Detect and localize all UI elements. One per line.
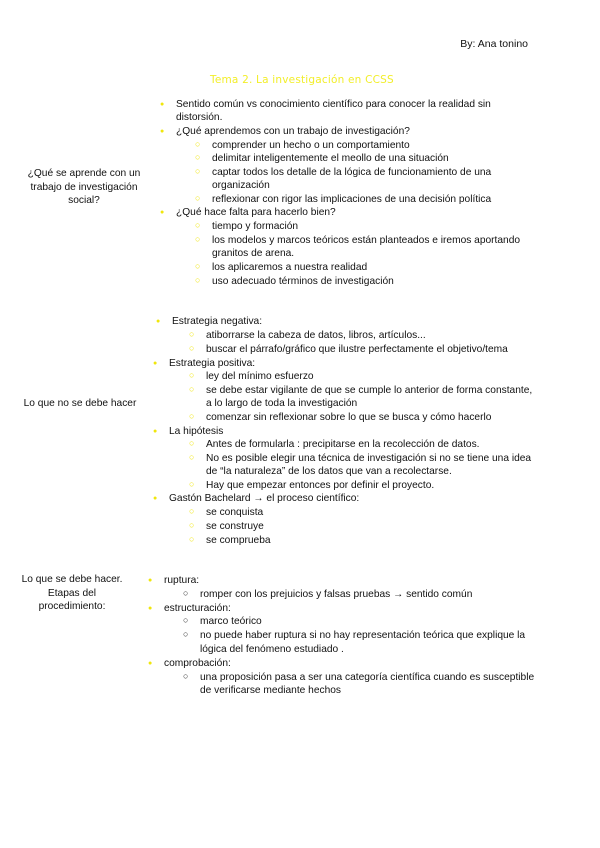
author-line: By: Ana tonino [460,38,528,50]
sub-list-item: ○ se construye [206,520,264,534]
sub-list-item: ○ atiborrarse la cabeza de datos, libros, artículos... [206,329,426,343]
sub-list-item: ○ se conquista [206,506,263,520]
sub-list-item-continuation: organización [212,180,270,191]
sub-list-item-continuation: granitos de arena. [212,248,295,259]
sub-list-item: ○ se comprueba [206,534,271,548]
list-item: ● ¿Qué hace falta para hacerlo bien? [176,206,336,220]
list-item: ● ruptura: [164,574,199,588]
list-item: ● comprobación: [164,657,231,671]
sub-list-item: ○ captar todos los detalle de la lógica de funcionamiento de una [212,166,491,180]
sub-list-item: ○ No es posible elegir una técnica de investigación si no se tiene una idea [206,452,531,466]
side-label-section-1: ¿Qué se aprende con un trabajo de investigación social? [27,168,141,206]
list-item: ● Sentido común vs conocimiento científico para conocer la realidad sin [176,98,491,112]
sub-list-item-continuation: a lo largo de toda la investigación [206,398,358,409]
sub-list-item-continuation: de “la naturaleza” de los datos que van a recolectarse. [206,466,452,477]
sub-list-item-continuation: de verificarse mediante hechos [200,685,342,696]
sub-list-item: ○ Antes de formularla : precipitarse en la recolección de datos. [206,438,480,452]
sub-list-item: ○ los modelos y marcos teóricos están planteados e iremos aportando [212,234,520,248]
sub-list-item: ○ los aplicaremos a nuestra realidad [212,261,367,275]
page-title: Tema 2. La investigación en CCSS [210,74,394,86]
sub-list-item: ○ comenzar sin reflexionar sobre lo que se busca y cómo hacerlo [206,411,491,425]
list-item: ● estructuración: [164,602,231,616]
sub-list-item: ○ reflexionar con rigor las implicaciones de una decisión política [212,193,491,207]
list-item: ● Gastón Bachelard → el proceso científico: [169,492,359,506]
sub-list-item: ○ marco teórico [200,615,262,629]
list-item: ● Estrategia positiva: [169,357,255,371]
sub-list-item: ○ tiempo y formación [212,220,298,234]
sub-list-item: ○ buscar el párrafo/gráfico que ilustre perfectamente el objetivo/tema [206,343,508,357]
sub-list-item: ○ no puede haber ruptura si no hay representación teórica que explique la [200,629,525,643]
sub-list-item-continuation: lógica del fenómeno estudiado . [200,644,344,655]
list-item: ● La hipótesis [169,425,223,439]
side-label-section-3: Lo que se debe hacer. Etapas del procedimiento: [21,574,123,612]
sub-list-item: ○ comprender un hecho o un comportamiento [212,139,410,153]
sub-list-item: ○ delimitar inteligentemente el meollo de una situación [212,152,449,166]
sub-list-item: ○ una proposición pasa a ser una categoría científica cuando es susceptible [200,671,534,685]
list-item: ● Estrategia negativa: [172,315,262,329]
sub-list-item: ○ se debe estar vigilante de que se cumple lo anterior de forma constante, [206,384,532,398]
sub-list-item: ○ Hay que empezar entonces por definir el proyecto. [206,479,434,493]
sub-list-item: ○ romper con los prejuicios y falsas pruebas → sentido común [200,588,472,602]
list-item-continuation: distorsión. [176,112,223,123]
sub-list-item: ○ uso adecuado términos de investigación [212,275,394,289]
side-label-section-2: Lo que no se debe hacer [23,398,137,409]
list-item: ● ¿Qué aprendemos con un trabajo de investigación? [176,125,410,139]
sub-list-item: ○ ley del mínimo esfuerzo [206,370,314,384]
